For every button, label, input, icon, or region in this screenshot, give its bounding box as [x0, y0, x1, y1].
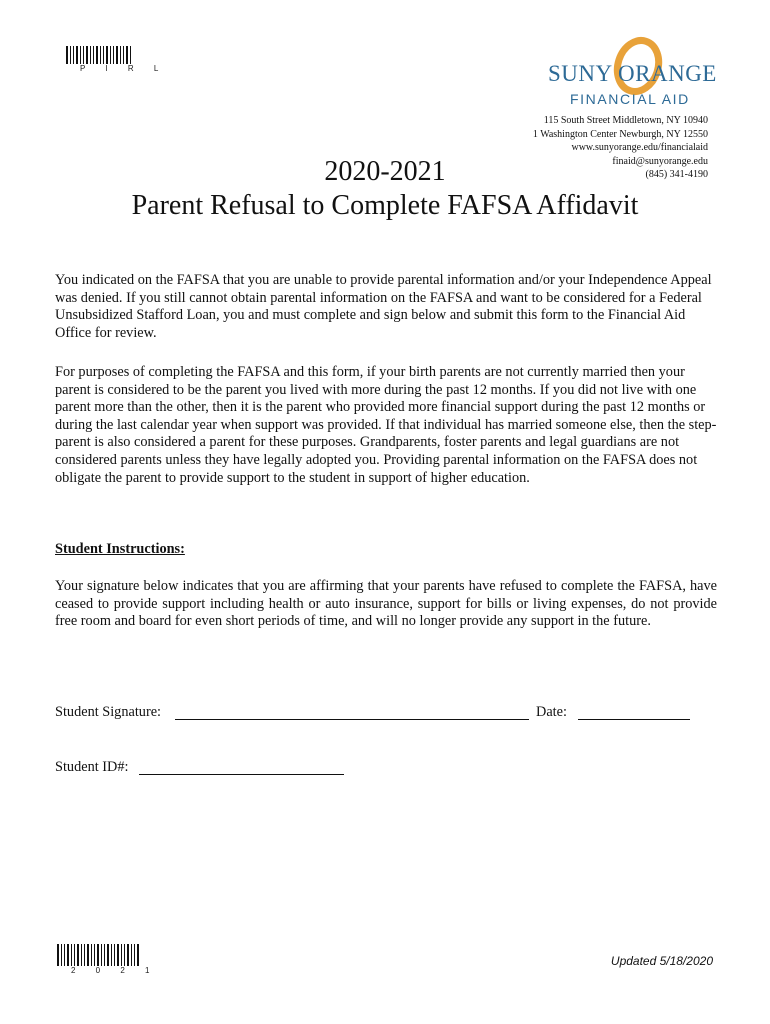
- suny-orange-logo: [540, 36, 717, 110]
- barcode-bar: [57, 944, 59, 966]
- parent-definition-paragraph: For purposes of completing the FAFSA and this form, if your birth parents are not currently married then your parent is considered to be the parent you lived with more during the past 12 months. If you did not live with one parent more than the other, then it is the parent who provided more financial support during the past 12 months or during the last calendar year when support was provided. If that individual has married someone else, then the step-parent is also considered a parent for these purposes. Grandparents, foster parents and legal guardians are not considered parents unless they have legally adopted you. Providing parental information on the FAFSA does not obligate the parent to provide support to the student in support of higher education.: [55, 364, 717, 486]
- barcode-bar: [111, 944, 112, 966]
- barcode-bar: [97, 944, 99, 966]
- student-id-label: Student ID#:: [55, 759, 129, 775]
- barcode-bar: [126, 46, 128, 64]
- barcode-bar: [110, 46, 111, 64]
- barcode-bar: [87, 944, 89, 966]
- barcode-bar: [121, 944, 122, 966]
- student-signature-line[interactable]: [175, 719, 529, 720]
- student-id-line[interactable]: [139, 774, 344, 775]
- barcode-bar: [83, 46, 84, 64]
- barcode-bar: [90, 46, 91, 64]
- affirmation-paragraph: Your signature below indicates that you are affirming that your parents have refused to complete the FAFSA, have ceased to provide support including health or auto insurance, support for bills or living expenses, do not provide free room and board for even short periods of time, and will no longer provide any support in the future.: [55, 578, 717, 630]
- barcode-bar: [130, 46, 131, 64]
- barcode-bar: [123, 46, 124, 64]
- barcode-bar: [76, 46, 78, 64]
- barcode-bar: [116, 46, 118, 64]
- barcode-bar: [73, 46, 74, 64]
- barcode-top-graphic: [66, 46, 134, 64]
- barcode-bar: [70, 46, 71, 64]
- updated-date: Updated 5/18/2020: [610, 954, 713, 968]
- barcode-bar: [61, 944, 62, 966]
- logo-brand-text: SUNY ORANGE: [548, 61, 717, 86]
- barcode-bar: [77, 944, 79, 966]
- address-line: 1 Washington Center Newburgh, NY 12550: [532, 128, 708, 140]
- barcode-bar: [101, 944, 102, 966]
- website-link[interactable]: www.sunyorange.edu/financialaid: [571, 142, 708, 153]
- intro-paragraph: You indicated on the FAFSA that you are unable to provide parental information and/or your Independence Appeal was denied. If you still cannot obtain parental information on the FAFSA and want to be considered for a Federal Unsubsidized Stafford Loan, you and must complete and sign below and submit this form to the Financial Aid Office for review.: [55, 272, 712, 341]
- barcode-bar: [131, 944, 132, 966]
- barcode-bar: [100, 46, 101, 64]
- barcode-bar: [64, 944, 65, 966]
- date-line[interactable]: [578, 719, 690, 720]
- barcode-bar: [113, 46, 114, 64]
- barcode-bar: [86, 46, 88, 64]
- barcode-bar: [124, 944, 125, 966]
- barcode-bar: [134, 944, 135, 966]
- email-link[interactable]: finaid@sunyorange.edu: [612, 155, 708, 167]
- phone-number: (845) 341-4190: [645, 169, 708, 180]
- barcode-bar: [80, 46, 81, 64]
- barcode-bar: [127, 944, 129, 966]
- address-line: 115 South Street Middletown, NY 10940: [543, 115, 708, 126]
- barcode-bar: [117, 944, 119, 966]
- barcode-bar: [96, 46, 98, 64]
- barcode-bar: [94, 944, 95, 966]
- barcode-bottom-graphic: [57, 944, 141, 966]
- barcode-bar: [106, 46, 108, 64]
- barcode-bar: [137, 944, 139, 966]
- barcode-top-caption: P I R L: [80, 64, 168, 73]
- barcode-bar: [120, 46, 121, 64]
- barcode-bar: [74, 944, 75, 966]
- barcode-top: [66, 46, 167, 73]
- logo-subtitle: FINANCIAL AID: [570, 91, 690, 107]
- form-year: 2020-2021: [324, 156, 446, 187]
- barcode-bar: [84, 944, 85, 966]
- barcode-bar: [81, 944, 82, 966]
- student-signature-label: Student Signature:: [55, 704, 162, 720]
- barcode-bottom-caption: 2 0 2 1: [71, 966, 159, 975]
- barcode-bar: [104, 944, 105, 966]
- barcode-bar: [93, 46, 94, 64]
- barcode-bar: [67, 944, 69, 966]
- barcode-bar: [107, 944, 109, 966]
- barcode-bar: [71, 944, 72, 966]
- barcode-bar: [66, 46, 68, 64]
- date-label: Date:: [536, 704, 567, 720]
- barcode-bar: [114, 944, 115, 966]
- barcode-bar: [103, 46, 104, 64]
- student-instructions-heading: Student Instructions:: [55, 541, 185, 557]
- barcode-bar: [91, 944, 92, 966]
- form-title: Parent Refusal to Complete FAFSA Affidavit: [131, 190, 639, 221]
- barcode-bottom: [57, 944, 158, 975]
